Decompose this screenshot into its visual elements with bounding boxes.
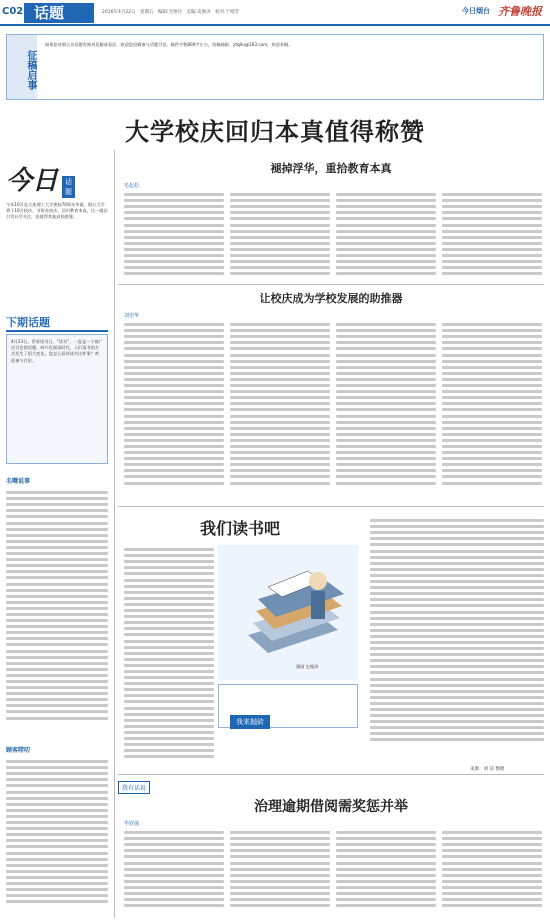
column-divider [114,150,115,918]
customer-heading: 顾客唠叨 [6,747,31,754]
article2-title: 让校庆成为学校发展的助推器 [259,292,403,305]
divider [118,284,544,285]
topic-intro: 今年10月是大连理工大学建校70周年华诞，烟台大学将于10月校庆，节俭办校庆，回归教育本真，这一做法引发社会关注，也值得其他高校借鉴。 [6,202,108,220]
article1-col1 [124,190,224,282]
article1-col3 [336,190,436,282]
header-rule [0,24,550,26]
page-number: C02 [2,6,24,17]
notice-tag: 征稿启事 [7,35,37,99]
article3-col4 [442,828,542,920]
reading-text-right [370,516,544,745]
divider [118,774,544,775]
article3-author: 毕欣强 [124,821,140,827]
illustration-credit: 漫画 史俊涛 [296,664,319,669]
article3-col1 [124,828,224,920]
article3-section-tag: 我有话说 [118,781,150,794]
reading-title: 我们读书吧 [200,519,281,538]
reading-caption: 我来抛砖 [230,715,270,729]
article2-col1 [124,320,224,500]
customer-text [6,757,108,906]
book-illustration-icon [218,545,358,680]
article3-col3 [336,828,436,920]
article1-col2 [230,190,330,282]
article2-col3 [336,320,436,500]
reading-source: 来源：刘 洁 整理 [470,767,505,772]
divider [118,506,544,507]
today-topic [6,160,72,197]
article2-col2 [230,320,330,500]
today-big: 今日 [6,166,59,196]
page-header [0,0,550,26]
article2-author: 刘望华 [124,313,140,319]
section-label: 话题 [24,3,94,23]
page-title: 大学校庆回归本真值得称赞 [125,118,425,146]
article1-title: 褪掉浮华，重拾教育本真 [270,162,392,175]
article3-title: 治理逾期借阅需奖惩并举 [254,799,408,815]
article3-col2 [230,828,330,920]
brand-label: 今日烟台 [462,7,490,15]
today-small: 话题 [62,176,75,198]
celebrity-text [6,488,108,723]
brand-logo: 齐鲁晚报 [498,5,542,18]
header-meta: 2016年4月22日 星期五 编辑:毛艳玲 美编:史俊涛 校对:于刚芳 [102,10,240,15]
article1-author: 毛起松 [124,183,140,189]
article1-col4 [442,190,542,282]
celebrity-heading: 名嘴说事 [6,478,31,485]
next-topic-box: 4月23日，世界读书日。“读书”，一直是一个被广泛讨论的话题。碎片化阅读时代，人们读书的方式发生了很大变化。您怎么看待读书这件事？欢迎参与讨论。 [6,334,108,464]
article2-col4 [442,320,542,500]
notice-box [6,34,544,100]
reading-text-left [124,545,214,761]
next-topic-heading: 下期话题 [6,314,108,332]
notice-text: 如果您对烟台各话题有独到见解或看法，欢迎您投稿参与话题讨论。稿件字数800字左右，投稿邮箱：ytqilu@163.com，欢迎来稿。 [45,42,293,47]
